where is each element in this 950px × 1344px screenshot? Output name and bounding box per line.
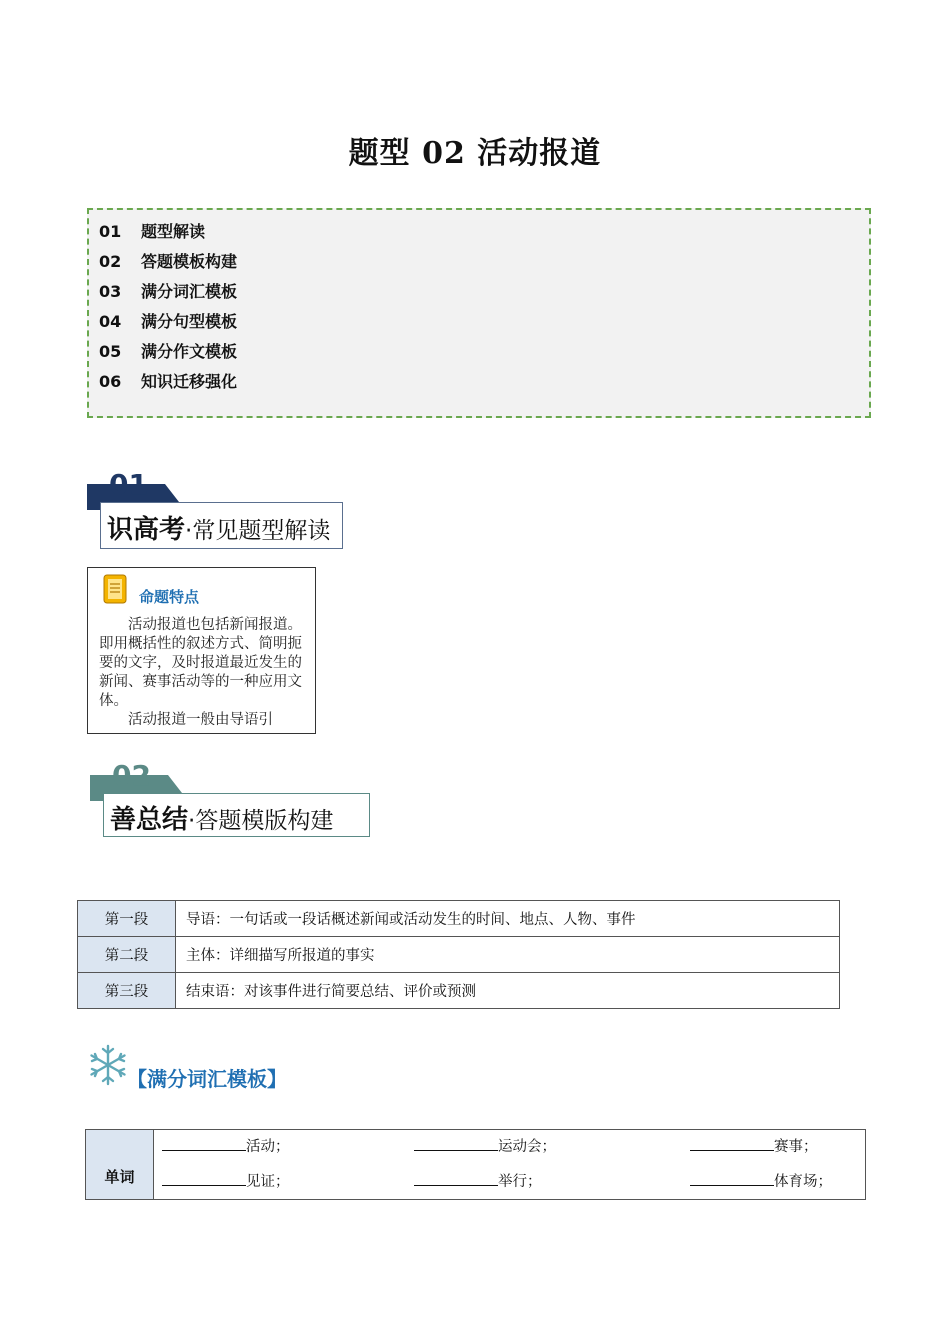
paragraph-content: 导语：一句话或一段话概述新闻或活动发生的时间、地点、人物、事件 (176, 901, 840, 937)
table-of-contents (87, 208, 871, 418)
vocab-blank-item[interactable]: 赛事； (690, 1135, 818, 1156)
section-badge-01 (87, 470, 343, 552)
table-row (78, 901, 840, 937)
section-number: 02 (112, 759, 151, 792)
page-title: 题型 02 活动报道 (348, 136, 602, 171)
blank-line (162, 1171, 246, 1186)
vocab-heading: 【满分词汇模板】 (127, 1067, 287, 1091)
structure-table (77, 900, 840, 1009)
notebook-icon (102, 574, 128, 604)
blank-line (162, 1136, 246, 1151)
paragraph-label: 第一段 (78, 901, 176, 937)
toc-item[interactable]: 02 答题模板构建 (99, 252, 238, 271)
vocab-blank-item[interactable]: 活动； (162, 1135, 290, 1156)
feature-box (87, 567, 316, 734)
toc-item[interactable]: 04 满分句型模板 (99, 312, 238, 331)
paragraph-content: 结束语：对该事件进行简要总结、评价或预测 (176, 973, 840, 1009)
section-badge-02 (90, 761, 370, 839)
table-row (78, 937, 840, 973)
toc-item[interactable]: 01 题型解读 (99, 222, 206, 241)
paragraph-label: 第二段 (78, 937, 176, 973)
blank-line (690, 1136, 774, 1151)
section-number: 01 (109, 468, 148, 501)
feature-title: 命题特点 (139, 588, 200, 606)
blank-line (414, 1171, 498, 1186)
paragraph-label: 第三段 (78, 973, 176, 1009)
vocab-blank-item[interactable]: 见证； (162, 1170, 290, 1191)
snowflake-icon (87, 1043, 129, 1087)
vocab-label: 单词 (86, 1130, 154, 1199)
blank-line (414, 1136, 498, 1151)
feature-body: 活动报道也包括新闻报道。即用概括性的叙述方式、简明扼要的文字，及时报道最近发生的新闻、赛事活动等的一种应用文体。 活动报道一般由导语引 (99, 617, 302, 728)
toc-item[interactable]: 03 满分词汇模板 (99, 282, 238, 301)
paragraph-content: 主体：详细描写所报道的事实 (176, 937, 840, 973)
vocab-blank-item[interactable]: 举行； (414, 1170, 542, 1191)
toc-item[interactable]: 05 满分作文模板 (99, 342, 238, 361)
vocab-blank-item[interactable]: 体育场； (690, 1170, 832, 1191)
vocab-blank-item[interactable]: 运动会； (414, 1135, 556, 1156)
vocab-table (85, 1129, 866, 1200)
table-row (78, 973, 840, 1009)
toc-item[interactable]: 06 知识迁移强化 (99, 372, 238, 391)
section-heading: 善总结·答题模版构建 (103, 793, 370, 837)
blank-line (690, 1171, 774, 1186)
section-heading: 识高考·常见题型解读 (100, 502, 343, 549)
